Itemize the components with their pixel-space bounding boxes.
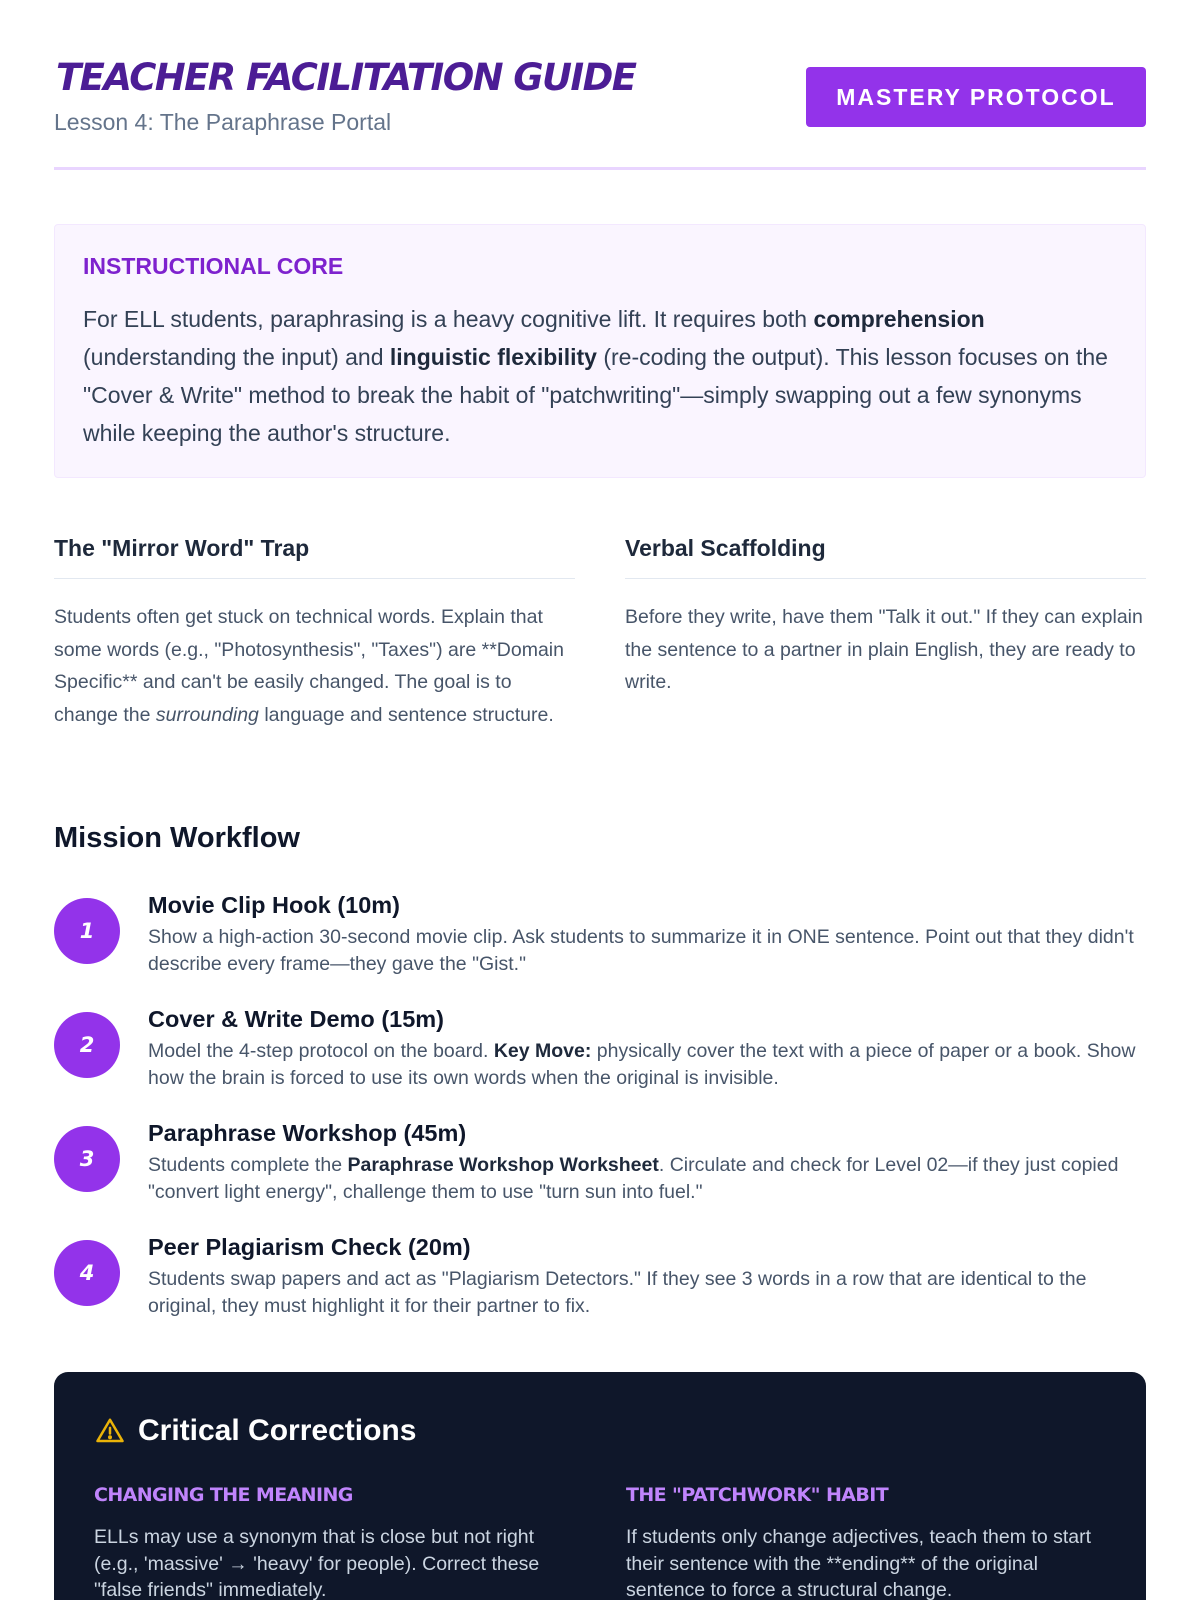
- critical-corrections-title: Critical Corrections: [138, 1414, 417, 1447]
- core-text-part: For ELL students, paraphrasing is a heavy cognitive lift. It requires both: [83, 306, 814, 332]
- step-description: [148, 924, 1146, 978]
- correction-text: If students only change adjectives, teach them to start their sentence with the **ending** of the original sentence to force a structural change.: [626, 1526, 1092, 1600]
- core-text-part: (understanding the input) and: [83, 344, 390, 370]
- mirror-text-italic: surrounding: [155, 703, 259, 726]
- page-header: [54, 56, 1146, 170]
- step-title: Paraphrase Workshop (45m): [148, 1120, 467, 1146]
- step-text-part: . Circulate and check for Level 02—if they just copied "convert light energy", challenge them to use "turn sun into fuel.": [148, 1154, 1119, 1203]
- critical-corrections-heading: [94, 1414, 416, 1448]
- step-number-badge: 4: [54, 1240, 120, 1306]
- verbal-scaffolding-text: Before they write, have them "Talk it out." If they can explain the sentence to a partner in plain English, they are ready to write.: [625, 606, 1143, 693]
- instructional-core-panel: [54, 224, 1146, 478]
- mirror-word-trap-heading: The "Mirror Word" Trap: [54, 530, 575, 579]
- workflow-step: [54, 1006, 1146, 1106]
- step-text-part: Students swap papers and act as "Plagiarism Detectors." If they see 3 words in a row that are identical to the original, they must highlight it for their partner to fix.: [148, 1268, 1087, 1317]
- step-title: Cover & Write Demo (15m): [148, 1006, 444, 1032]
- step-title: Peer Plagiarism Check (20m): [148, 1234, 471, 1260]
- step-number-badge: 2: [54, 1012, 120, 1078]
- step-text-bold: Paraphrase Workshop Worksheet: [347, 1154, 659, 1176]
- workflow-step: [54, 1120, 1146, 1220]
- core-bold-comprehension: comprehension: [813, 306, 985, 332]
- mirror-word-trap-section: [54, 530, 575, 731]
- step-text-part: physically cover the text with a piece of paper or a book. Show how the brain is forced to use its own words when the original is invisible.: [148, 1040, 1136, 1089]
- step-text-part: Show a high-action 30-second movie clip. Ask students to summarize it in ONE sentence. Point out that they didn't describe every frame—they gave the "Gist.": [148, 926, 1134, 975]
- correction-item: [626, 1484, 1106, 1600]
- lesson-subtitle: Lesson 4: The Paraphrase Portal: [54, 109, 392, 135]
- workflow-step: [54, 1234, 1146, 1334]
- step-text-bold: Key Move:: [493, 1040, 592, 1062]
- mastery-protocol-badge: MASTERY PROTOCOL: [806, 67, 1146, 127]
- workflow-step: [54, 892, 1146, 992]
- critical-corrections-columns: [94, 1484, 1106, 1600]
- tips-columns: [54, 530, 1146, 731]
- step-title: Movie Clip Hook (10m): [148, 892, 401, 918]
- page-title: TEACHER FACILITATION GUIDE: [56, 56, 636, 99]
- mirror-word-trap-text: [54, 601, 575, 731]
- step-description: [148, 1152, 1146, 1206]
- correction-item: [94, 1484, 574, 1600]
- instructional-core-heading: INSTRUCTIONAL CORE: [83, 253, 344, 279]
- mirror-text-part: Students often get stuck on technical words. Explain that some words (e.g., "Photosynthesis", "Taxes") are **Domain Specific** and can't be easily changed. The goal is to change the: [54, 606, 564, 726]
- warning-triangle-icon: [94, 1416, 126, 1446]
- mission-workflow-heading: Mission Workflow: [54, 822, 300, 854]
- instructional-core-text: [83, 300, 1117, 452]
- mirror-text-part: language and sentence structure.: [258, 703, 554, 726]
- step-number-badge: 3: [54, 1126, 120, 1192]
- core-text-part: (re-coding the output). This lesson focuses on the "Cover & Write" method to break the habit of "patchwriting"—simply swapping out a few synonyms while keeping the author's structure.: [83, 344, 1108, 446]
- verbal-scaffolding-section: [625, 530, 1146, 731]
- correction-title: THE "PATCHWORK" HABIT: [626, 1484, 889, 1506]
- step-number-badge: 1: [54, 898, 120, 964]
- correction-text: ELLs may use a synonym that is close but not right (e.g., 'massive' → 'heavy' for people). Correct these "false friends" immediately.: [94, 1526, 540, 1600]
- step-text-part: Students complete the: [148, 1154, 348, 1176]
- step-description: [148, 1038, 1146, 1092]
- correction-title: CHANGING THE MEANING: [94, 1484, 353, 1506]
- critical-corrections-panel: [54, 1372, 1146, 1600]
- step-text-part: Model the 4-step protocol on the board.: [148, 1040, 494, 1062]
- verbal-scaffolding-heading: Verbal Scaffolding: [625, 530, 1146, 579]
- step-description: [148, 1266, 1146, 1320]
- core-bold-flexibility: linguistic flexibility: [389, 344, 597, 370]
